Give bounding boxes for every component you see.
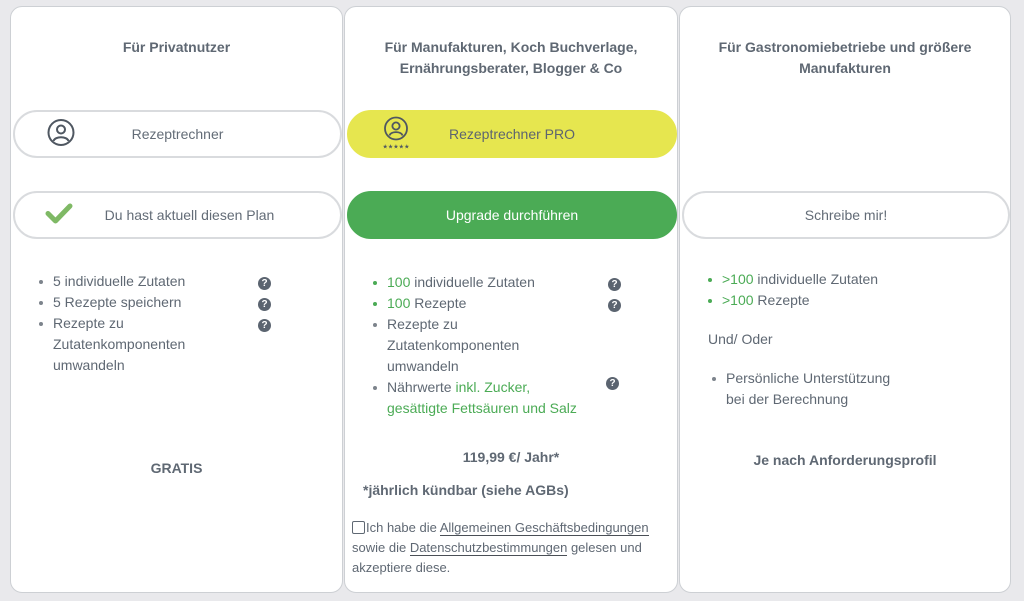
list-item: 5 individuelle Zutaten xyxy=(35,271,185,292)
plan-title: Für Gastronomiebetriebe und größere Manufakturen xyxy=(718,39,972,76)
and-or-label: Und/ Oder xyxy=(708,331,773,347)
current-plan-label: Du hast aktuell diesen Plan xyxy=(104,207,275,223)
plan-name-pill xyxy=(347,110,677,158)
list-item: 100 Rezepte xyxy=(369,293,577,314)
list-item: Rezepte zu Zutatenkomponenten umwandeln xyxy=(35,313,185,376)
help-icon[interactable]: ? xyxy=(258,319,271,332)
plan-card-private xyxy=(10,6,343,593)
stars-rating: ★★★★★ xyxy=(382,143,410,150)
list-item: >100 Rezepte xyxy=(704,290,878,311)
upgrade-button[interactable]: Upgrade durchführen xyxy=(347,191,677,239)
list-item: Rezepte zu Zutatenkomponenten umwandeln xyxy=(369,314,577,377)
current-plan-indicator xyxy=(13,191,342,239)
plan-card-enterprise xyxy=(679,6,1011,593)
plan-title: Für Manufakturen, Koch Buchverlage, Ernährungsberater, Blogger & Co xyxy=(384,39,638,76)
help-icon[interactable]: ? xyxy=(606,377,619,390)
plan-name: Rezeptrechner xyxy=(131,126,224,142)
privacy-link[interactable]: Datenschutzbestimmungen xyxy=(409,540,568,555)
support-list xyxy=(708,368,890,410)
list-item: >100 individuelle Zutaten xyxy=(704,269,878,290)
terms-consent: Ich habe die Allgemeinen Geschäftsbedingungen sowie die Datenschutzbestimmungen gelesen und akzeptiere diese. xyxy=(352,520,649,575)
plan-name-pill xyxy=(13,110,342,158)
plan-price: 119,99 €/ Jahr* xyxy=(462,449,560,465)
list-item: 5 Rezepte speichern xyxy=(35,292,185,313)
terms-checkbox[interactable] xyxy=(352,521,365,534)
user-stars-icon xyxy=(381,116,411,153)
help-icon[interactable]: ? xyxy=(258,277,271,290)
list-item: 100 individuelle Zutaten xyxy=(369,272,577,293)
agb-link[interactable]: Allgemeinen Geschäftsbedingungen xyxy=(439,520,649,535)
help-icon[interactable]: ? xyxy=(608,278,621,291)
billing-footnote: *jährlich kündbar (siehe AGBs) xyxy=(363,482,569,498)
contact-button[interactable]: Schreibe mir! xyxy=(682,191,1010,239)
list-item: Nährwerte inkl. Zucker, gesättigte Fettsäuren und Salz xyxy=(369,377,577,419)
help-icon[interactable]: ? xyxy=(258,298,271,311)
plan-title: Für Privatnutzer xyxy=(122,39,231,55)
plan-price: Je nach Anforderungsprofil xyxy=(753,452,937,468)
feature-list xyxy=(704,269,878,311)
plan-name: Rezeptrechner PRO xyxy=(448,126,576,142)
list-item: Persönliche Unterstützung bei der Berechnung xyxy=(708,368,890,410)
user-circle-icon xyxy=(47,119,75,150)
check-icon xyxy=(45,203,73,228)
plan-card-pro xyxy=(344,6,678,593)
feature-list xyxy=(35,271,185,376)
feature-list xyxy=(369,272,577,419)
help-icon[interactable]: ? xyxy=(608,299,621,312)
plan-price: GRATIS xyxy=(150,460,203,476)
